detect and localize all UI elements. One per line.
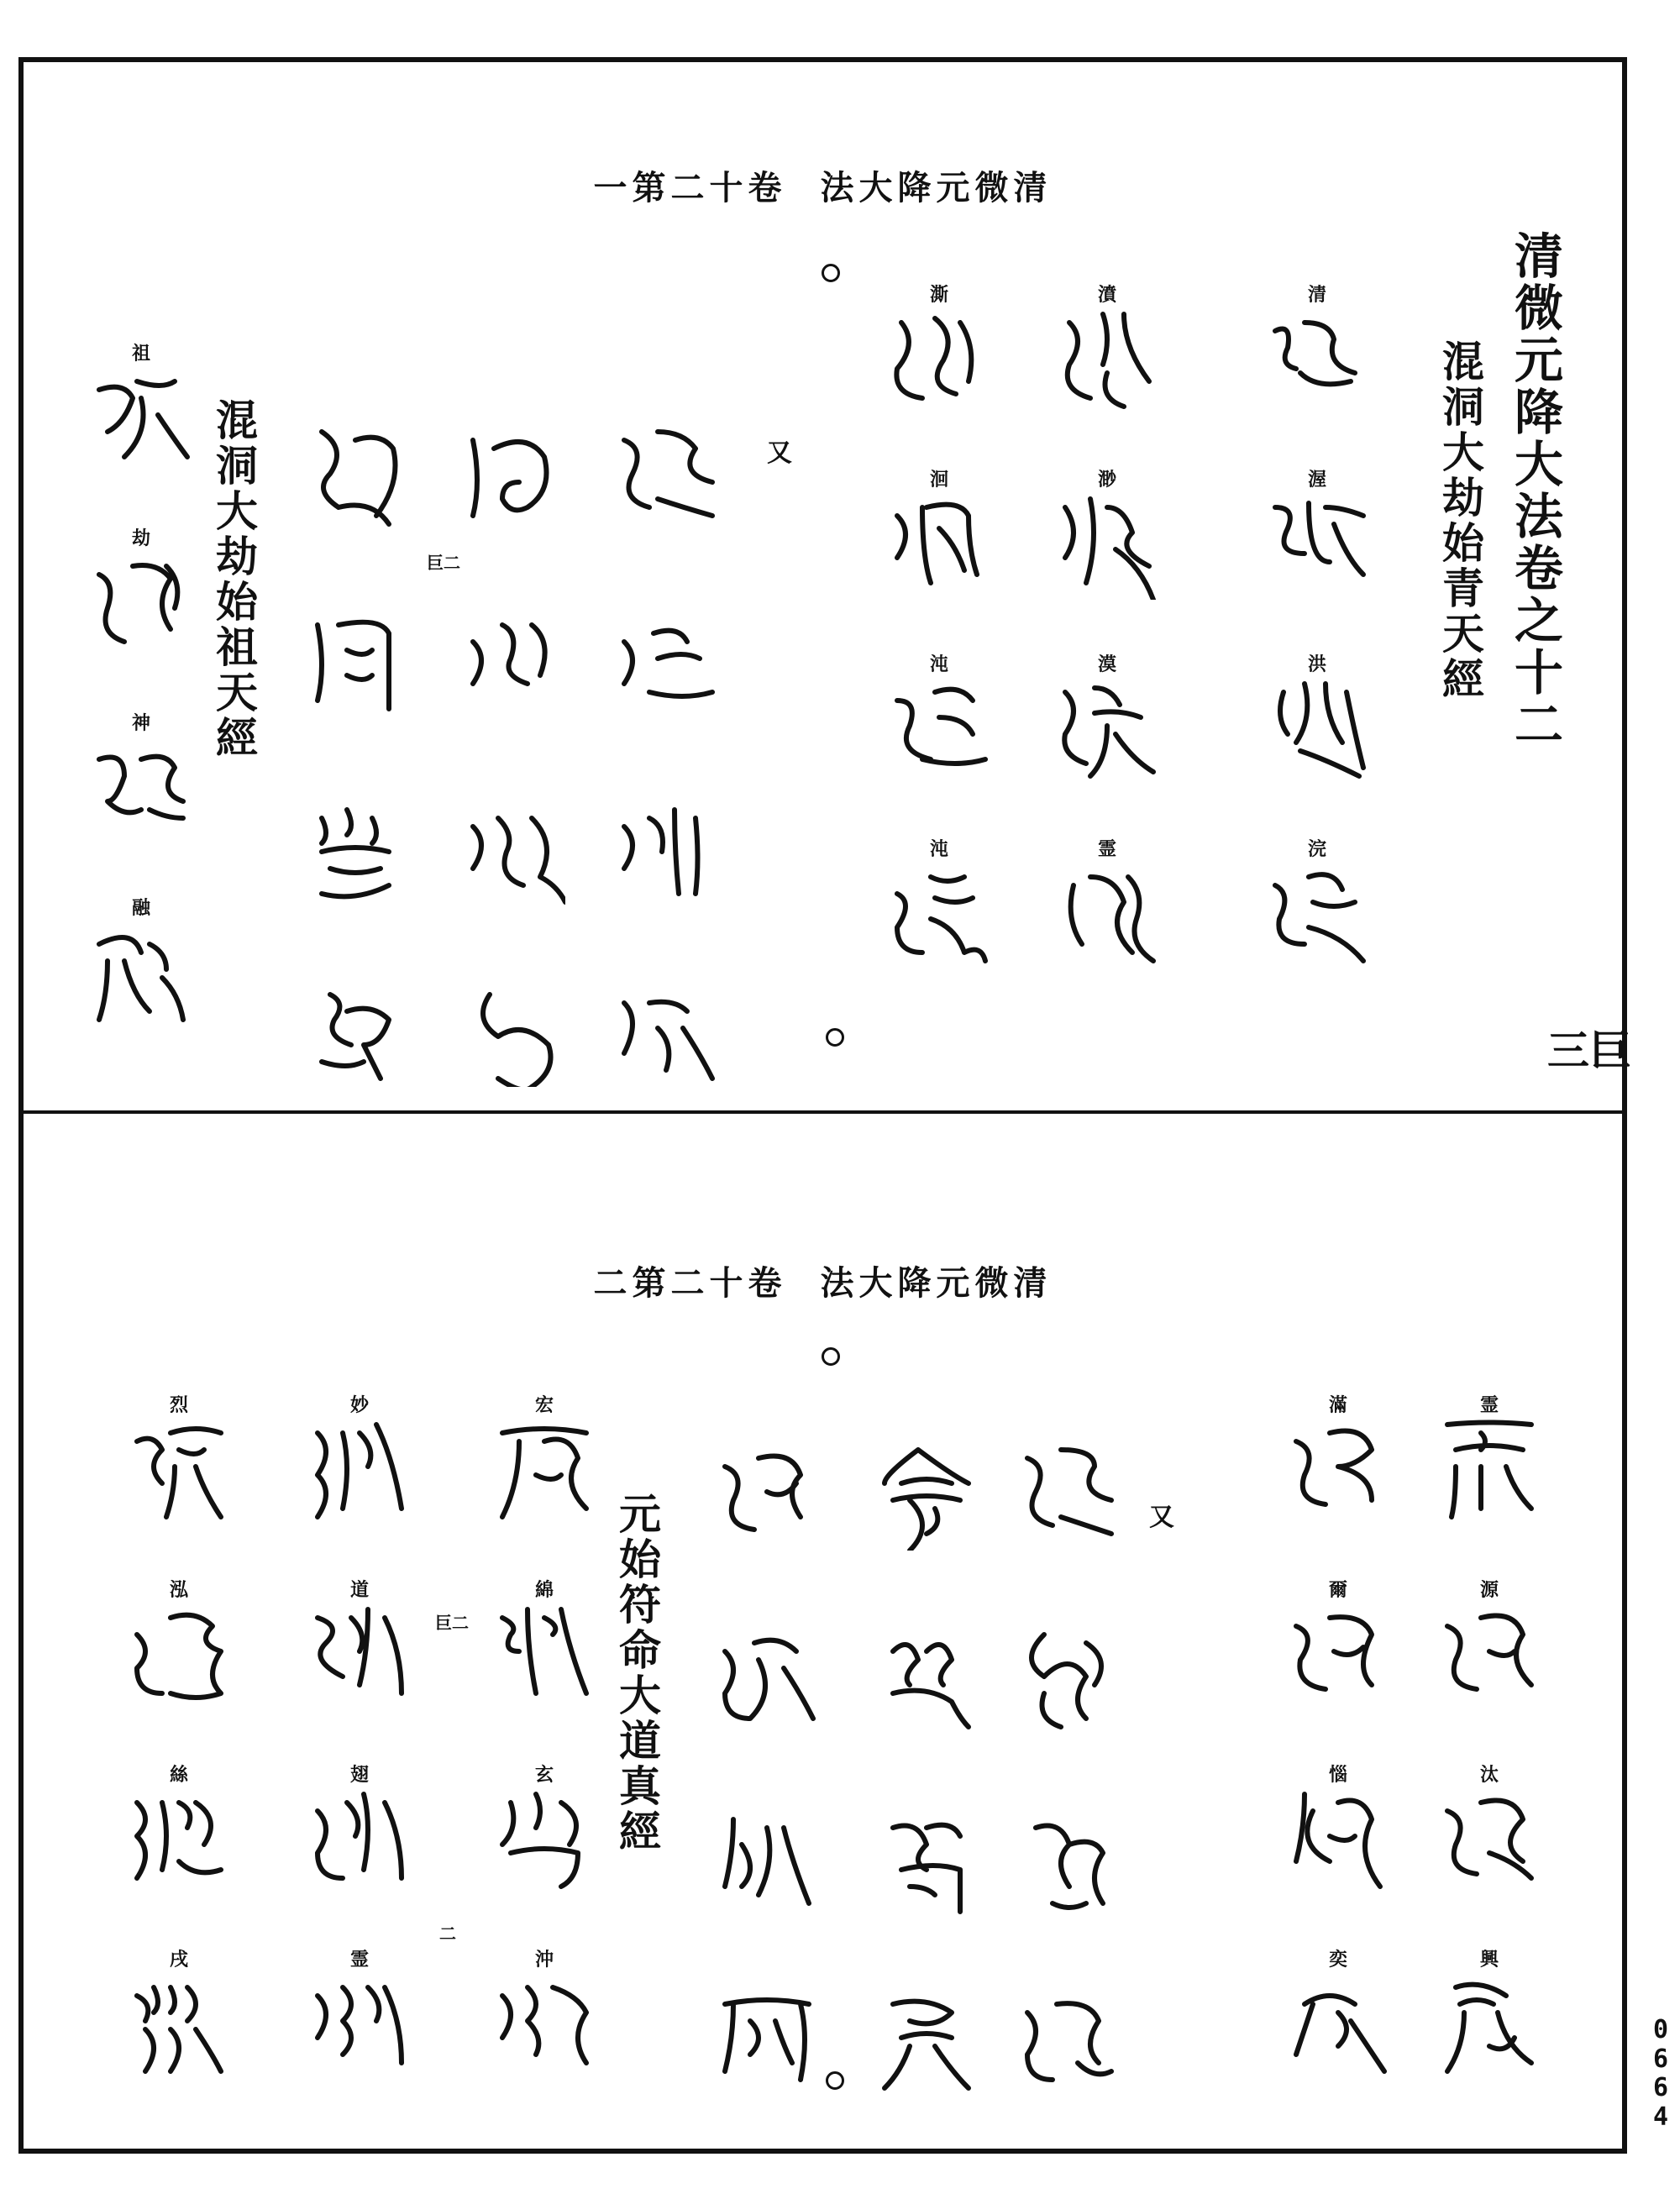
circle-mark [822, 1347, 840, 1366]
seal-glyph [1267, 860, 1368, 969]
seal-glyph-cell [1015, 1601, 1124, 1744]
glyph-label: 洄 [929, 469, 948, 491]
seal-glyph [1439, 1416, 1540, 1525]
glyph-label: 戌 [169, 1949, 188, 1971]
glyph-label: 沌 [929, 838, 948, 860]
page-code-digit: 0 [1652, 2015, 1669, 2044]
seal-glyph-cell [1435, 1391, 1544, 1534]
glyph-label: 神 [131, 712, 150, 734]
seal-glyph [616, 423, 717, 533]
seal-glyph [129, 1601, 229, 1710]
seal-glyph [1057, 675, 1158, 785]
circle-mark [826, 1028, 844, 1047]
seal-glyph [717, 1987, 817, 2097]
seal-glyph [889, 675, 990, 785]
seal-glyph [889, 491, 990, 600]
seal-glyph [91, 734, 192, 843]
glyph-label: 綿 [534, 1579, 554, 1601]
seal-glyph-cell [490, 1945, 599, 2088]
seal-glyph-cell [490, 1576, 599, 1719]
you-mark: 又 [1149, 1503, 1174, 1532]
seal-glyph-cell [1435, 1945, 1544, 2088]
seal-glyph [616, 801, 717, 911]
seal-glyph-cell [1263, 650, 1372, 793]
seal-glyph [305, 801, 406, 911]
bottom-header [24, 1257, 1622, 1304]
glyph-label: 劫 [131, 527, 150, 549]
small-mark-2: 二 [439, 1923, 456, 1944]
top-header [24, 161, 1622, 209]
seal-glyph [305, 423, 406, 533]
seal-glyph [91, 365, 192, 474]
seal-glyph-cell [460, 583, 570, 726]
seal-glyph [1019, 1626, 1120, 1735]
seal-glyph [1057, 491, 1158, 600]
circle-mark [822, 264, 840, 282]
page-code-digit: 6 [1652, 2073, 1669, 2102]
seal-glyph [717, 1626, 817, 1735]
seal-glyph-cell [1053, 650, 1162, 793]
seal-glyph-cell [87, 894, 196, 1037]
seal-glyph-cell [490, 1391, 599, 1534]
seal-glyph [1057, 860, 1158, 969]
seal-glyph [1057, 306, 1158, 415]
seal-glyph-cell [124, 1576, 234, 1719]
glyph-label: 清 [1307, 284, 1326, 306]
glyph-label: 漠 [1097, 653, 1116, 675]
seal-glyph-cell [305, 1391, 414, 1534]
glyph-label: 宏 [534, 1394, 554, 1416]
glyph-label: 霊 [349, 1949, 369, 1971]
glyph-label: 融 [131, 897, 150, 919]
seal-glyph [309, 1416, 410, 1525]
seal-glyph [616, 608, 717, 717]
seal-glyph [1288, 1786, 1389, 1895]
bottom-scripture-title: 元始符命大道真經 [612, 1492, 662, 1855]
seal-glyph [1267, 491, 1368, 600]
glyph-label: 澌 [929, 284, 948, 306]
seal-glyph [305, 608, 406, 717]
seal-glyph-cell [490, 1761, 599, 1903]
seal-glyph-cell [1053, 281, 1162, 423]
bottom-panel [24, 1114, 1622, 2160]
seal-glyph-cell [301, 398, 410, 541]
glyph-label: 翅 [349, 1764, 369, 1786]
seal-glyph [129, 1416, 229, 1525]
you-mark: 又 [767, 438, 792, 468]
seal-glyph [1267, 675, 1368, 785]
glyph-label: 滿 [1328, 1394, 1347, 1416]
seal-glyph-cell [1284, 1576, 1393, 1719]
seal-glyph [305, 978, 406, 1087]
page-mark: 巨三 [1541, 1028, 1632, 1073]
seal-glyph [1019, 1987, 1120, 2097]
seal-glyph [1439, 1601, 1540, 1710]
seal-glyph-cell [885, 281, 994, 423]
page-code-digit: 6 [1652, 2044, 1669, 2074]
seal-glyph [494, 1971, 595, 2080]
seal-glyph-cell [872, 1601, 981, 1744]
seal-glyph-cell [712, 1786, 822, 1929]
seal-glyph-cell [305, 1576, 414, 1719]
seal-glyph-cell [712, 1601, 822, 1744]
top-volume-title: 清微元降大法卷之十二 [1506, 230, 1563, 751]
glyph-label: 浣 [1307, 838, 1326, 860]
seal-glyph-cell [612, 398, 721, 541]
seal-glyph [889, 860, 990, 969]
seal-glyph-cell [612, 953, 721, 1095]
seal-glyph [876, 1987, 977, 2097]
seal-glyph [717, 1811, 817, 1920]
glyph-label: 絲 [169, 1764, 188, 1786]
seal-glyph [889, 306, 990, 415]
glyph-label: 渺 [1097, 469, 1116, 491]
seal-glyph [465, 801, 565, 911]
seal-glyph [494, 1786, 595, 1895]
glyph-label: 沖 [534, 1949, 554, 1971]
circle-mark [826, 2071, 844, 2090]
seal-glyph-cell [1263, 465, 1372, 608]
glyph-label: 惱 [1328, 1764, 1347, 1786]
seal-glyph [1288, 1416, 1389, 1525]
seal-glyph-cell [1284, 1945, 1393, 2088]
seal-glyph [717, 1441, 817, 1551]
top-header-title: 法大降元微清 [820, 168, 1053, 207]
seal-glyph-cell [124, 1945, 234, 2088]
seal-glyph-cell [872, 1962, 981, 2105]
glyph-label: 爾 [1328, 1579, 1347, 1601]
seal-glyph-cell [1284, 1391, 1393, 1534]
seal-glyph-cell [124, 1761, 234, 1903]
seal-glyph [1288, 1601, 1389, 1710]
seal-glyph-cell [301, 953, 410, 1095]
glyph-label: 泓 [169, 1579, 188, 1601]
glyph-label: 妙 [349, 1394, 369, 1416]
glyph-label: 奕 [1328, 1949, 1347, 1971]
seal-glyph [1267, 306, 1368, 415]
seal-glyph [465, 423, 565, 533]
glyph-label: 洪 [1307, 653, 1326, 675]
seal-glyph [494, 1601, 595, 1710]
glyph-label: 霊 [1479, 1394, 1499, 1416]
seal-glyph [309, 1971, 410, 2080]
glyph-label: 源 [1479, 1579, 1499, 1601]
seal-glyph-cell [712, 1416, 822, 1559]
seal-glyph [1439, 1786, 1540, 1895]
seal-glyph-cell [460, 398, 570, 541]
seal-glyph-cell [885, 835, 994, 978]
seal-glyph-cell [1053, 835, 1162, 978]
seal-glyph [876, 1441, 977, 1551]
seal-glyph [91, 919, 192, 1028]
glyph-label: 玄 [534, 1764, 554, 1786]
seal-glyph [465, 608, 565, 717]
seal-glyph-cell [1263, 835, 1372, 978]
glyph-label: 汰 [1479, 1764, 1499, 1786]
seal-glyph [876, 1626, 977, 1735]
page-code [1648, 2016, 1673, 2132]
page-frame [18, 57, 1632, 2154]
seal-glyph-cell [1284, 1761, 1393, 1903]
seal-glyph [309, 1601, 410, 1710]
top-panel [24, 62, 1632, 1109]
top-scripture-title: 混洞大劫始青天經 [1436, 339, 1485, 702]
seal-glyph-cell [301, 583, 410, 726]
seal-glyph-cell [1015, 1786, 1124, 1929]
seal-glyph [309, 1786, 410, 1895]
seal-glyph-cell [1015, 1416, 1124, 1559]
bottom-header-title: 法大降元微清 [820, 1263, 1053, 1303]
glyph-label: 渥 [1307, 469, 1326, 491]
seal-glyph-cell [87, 339, 196, 482]
seal-glyph [616, 978, 717, 1087]
top-scripture-title-2: 混洞大劫始祖天經 [209, 398, 259, 761]
bottom-header-volume: 二第二十卷 [593, 1263, 787, 1303]
seal-glyph-cell [1053, 465, 1162, 608]
seal-glyph [129, 1971, 229, 2080]
small-mark: 巨二 [427, 553, 460, 573]
seal-glyph-cell [460, 953, 570, 1095]
seal-glyph-cell [872, 1786, 981, 1929]
seal-glyph-cell [712, 1962, 822, 2105]
seal-glyph-cell [612, 776, 721, 919]
glyph-label: 祖 [131, 343, 150, 365]
seal-glyph [129, 1786, 229, 1895]
seal-glyph-cell [885, 650, 994, 793]
seal-glyph-cell [872, 1416, 981, 1559]
seal-glyph-cell [301, 776, 410, 919]
glyph-label: 濆 [1097, 284, 1116, 306]
small-mark: 巨二 [435, 1613, 469, 1633]
glyph-label: 道 [349, 1579, 369, 1601]
glyph-label: 烈 [169, 1394, 188, 1416]
seal-glyph-cell [305, 1761, 414, 1903]
glyph-label: 沌 [929, 653, 948, 675]
seal-glyph [1439, 1971, 1540, 2080]
seal-glyph-cell [612, 583, 721, 726]
seal-glyph [1019, 1811, 1120, 1920]
seal-glyph-cell [1263, 281, 1372, 423]
seal-glyph [465, 978, 565, 1087]
seal-glyph-cell [87, 709, 196, 852]
seal-glyph [1019, 1441, 1120, 1551]
glyph-label: 霊 [1097, 838, 1116, 860]
seal-glyph-cell [460, 776, 570, 919]
top-header-volume: 一第二十卷 [593, 168, 787, 207]
seal-glyph [494, 1416, 595, 1525]
seal-glyph [1288, 1971, 1389, 2080]
seal-glyph [91, 549, 192, 659]
glyph-label: 興 [1479, 1949, 1499, 1971]
seal-glyph-cell [87, 524, 196, 667]
seal-glyph-cell [885, 465, 994, 608]
page-code-digit: 4 [1652, 2102, 1669, 2132]
seal-glyph-cell [1435, 1576, 1544, 1719]
seal-glyph-cell [1015, 1962, 1124, 2105]
seal-glyph-cell [1435, 1761, 1544, 1903]
seal-glyph [876, 1811, 977, 1920]
seal-glyph-cell [305, 1945, 414, 2088]
seal-glyph-cell [124, 1391, 234, 1534]
